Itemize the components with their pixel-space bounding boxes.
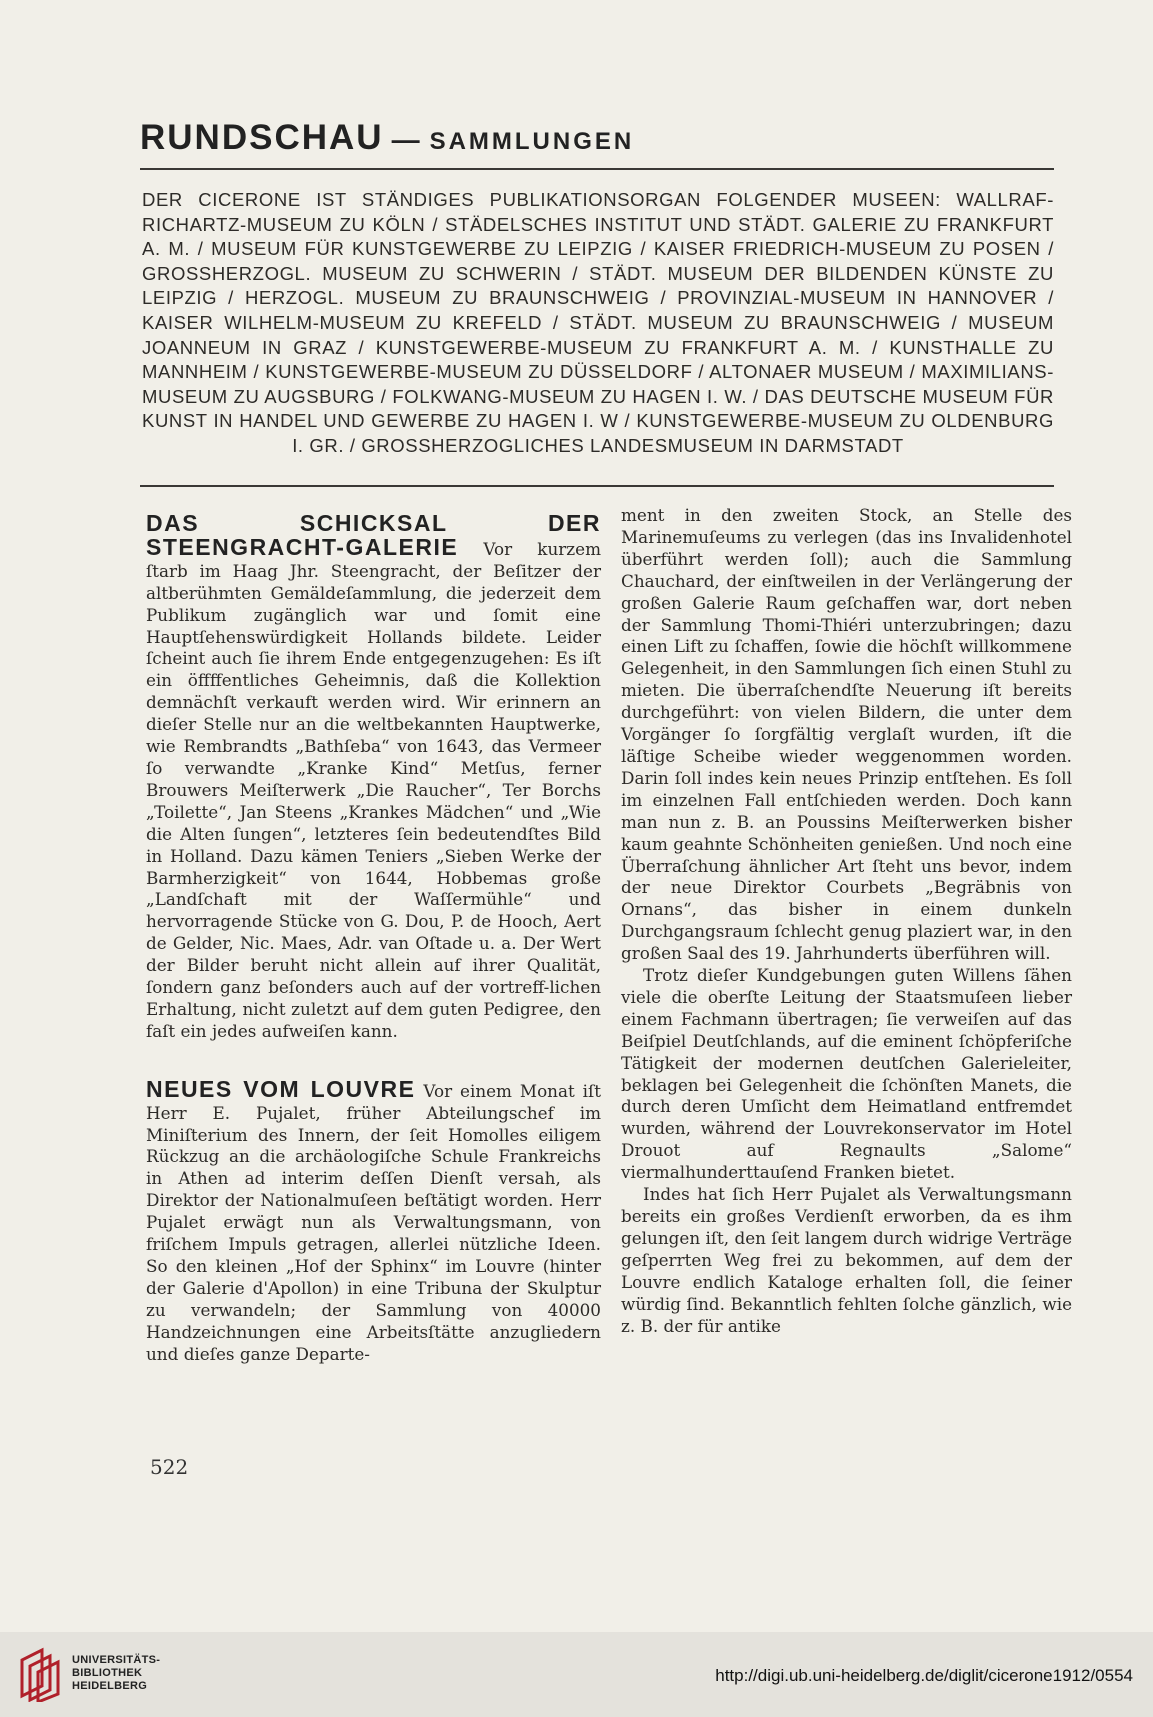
paragraph: ment in den zweiten Stock, an Stelle des Marinemuſeums zu verlegen (das ins Invalidenhotel überführt werden ſoll); auch die Sammlung Chauchard, der einſtweilen in der Verlängerung der großen Galerie Raum geſchaffen war, dort neben der Sammlung Thomi-Thiéri unterzubringen; dazu einen Lift zu ſchaffen, ſowie die höchſt willkommene Gelegenheit, in den Sammlungen ſich einen Stuhl zu mieten. Die überraſchendſte Neuerung iſt bereits durchgeführt: von vielen Bildern, die unter dem Vorgänger ſo ſorgfältig verglaſt wurden, iſt die läſtige Scheibe wieder weggenommen worden. Darin ſoll indes kein neues Prinzip entſtehen. Es ſoll im einzelnen Fall entſchieden werden. Doch kann man nun z. B. an Poussins Meiſterwerken bisher kaum geahnte Schönheiten genießen. Und noch eine Überraſchung ähnlicher Art ſteht uns bevor, indem der neue Direktor Courbets „Begräbnis von Ornans“, das bisher in einem dunkeln Durchgangsraum ſchlecht genug plaziert war, in den großen Saal des 19. Jahrhunderts überführen will. (621, 505, 1072, 964)
intro-bottom-rule (140, 485, 1054, 487)
title-subtitle: SAMMLUNGEN (429, 128, 635, 155)
top-rule (140, 168, 1054, 170)
paragraph: Trotz dieſer Kundgebungen guten Willens ſähen viele die oberſte Leitung der Staatsmuſeen lieber einem Fachmann übertragen; ſie verweiſen auf das Beiſpiel Deutſchlands, auf die eminent ſchöpferiſche Tätigkeit der modernen deutſchen Galerieleiter, beklagen bei Gelegenheit die ſchönſten Manets, die durch deren Umſicht dem Heimatland entfremdet wurden, während der Louvrekonservator im Hotel Drouot auf Regnaults „Salome“ viermalhunderttauſend Franken bietet. (621, 965, 1072, 1183)
article-body: Vor einem Monat iſt Herr E. Pujalet, früher Abteilungschef im Miniſterium des Innern, der ſeit Homolles eiligem Rückzug an die archäologiſche Schule Frankreichs in Athen ad interim deſſen Dienſt versah, als Direktor der Nationalmuſeen beſtätigt worden. Herr Pujalet erwägt nun als Verwaltungsmann, von friſchem Impuls getragen, allerlei nützliche Ideen. So den kleinen „Hof der Sphinx“ im Louvre (hinter der Galerie d'Apollon) in eine Tribuna der Skulptur zu verwandeln; der Sammlung von 40000 Handzeichnungen eine Arbeitsſtätte anzugliedern und dieſes ganze Departe- (146, 1080, 601, 1364)
footer-bar (0, 1632, 1153, 1717)
article-steengracht (146, 510, 601, 1043)
left-column (146, 510, 601, 1366)
page-title (140, 118, 1060, 158)
library-logo-icon (12, 1646, 64, 1702)
source-url[interactable]: http://digi.ub.uni-heidelberg.de/diglit/cicerone1912/0554 (715, 1666, 1133, 1685)
article-body: Vor kurzem ſtarb im Haag Jhr. Steengracht, der Beſitzer der altberühmten Gemäldeſammlung, die jederzeit dem Publikum zugänglich war und ſomit eine Hauptſehenswürdigkeit Hollands bildete. Leider ſcheint auch ſie ihrem Ende entgegenzugehen: Es iſt ein öffffentliches Geheimnis, daß die Kollektion demnächſt verkauft werden wird. Wir erinnern an dieſer Stelle nur an die weltbekannten Hauptwerke, wie Rembrandts „Bathſeba“ von 1643, das Vermeer ſo verwandte „Kranke Kind“ Metſus, ferner Brouwers Meiſterwerk „Die Raucher“, Ter Borchs „Toilette“, Jan Steens „Krankes Mädchen“ und „Wie die Alten ſungen“, letzteres ſein bedeutendſtes Bild in Holland. Dazu kämen Teniers „Sieben Werke der Barmherzigkeit“ von 1644, Hobbemas große „Landſchaft mit der Waſſermühle“ und hervorragende Stücke von G. Dou, P. de Hooch, Aert de Gelder, Nic. Maes, Adr. van Oſtade u. a. Der Wert der Bilder beruht nicht allein auf ihrer Qualität, ſondern ganz beſonders auch auf der vortreff-lichen Erhaltung, nicht zuletzt auf dem guten Pedigree, den faſt ein jedes aufweiſen kann. (146, 538, 601, 1041)
title-main: RUNDSCHAU (140, 118, 384, 157)
paragraph: Indes hat ſich Herr Pujalet als Verwaltungsmann bereits ein großes Verdienſt erworben, da es ihm gelungen iſt, den ſeit langem durch widrige Verträge geſperrten Weg frei zu bekommen, auf dem der Louvre endlich Kataloge erhalten ſoll, die ſeiner würdig ſind. Bekanntlich fehlten ſolche gänzlich, wie z. B. der für antike (621, 1184, 1072, 1336)
page-number: 522 (150, 1455, 189, 1479)
library-name: UNIVERSITÄTS- BIBLIOTHEK HEIDELBERG (72, 1654, 161, 1692)
article-heading: NEUES VOM LOUVRE (146, 1075, 416, 1102)
right-column (621, 505, 1072, 1337)
article-heading: DAS SCHICKSAL DER STEENGRACHT-GALERIE (146, 510, 601, 560)
title-dash: — (391, 124, 422, 155)
article-louvre (146, 1075, 601, 1366)
intro-museum-list: DER CICERONE IST STÄNDIGES PUBLIKATIONSORGAN FOLGENDER MUSEEN: WALLRAF-RICHARTZ-MUSEUM ZU KÖLN / STÄDELSCHES INSTITUT UND STÄDT. GALERIE ZU FRANKFURT A. M. / MUSEUM FÜR KUNSTGEWERBE ZU LEIPZIG / KAISER FRIEDRICH-MUSEUM ZU POSEN / GROSSHERZOGL. MUSEUM ZU SCHWERIN / STÄDT. MUSEUM DER BILDENDEN KÜNSTE ZU LEIPZIG / HERZOGL. MUSEUM ZU BRAUNSCHWEIG / PROVINZIAL-MUSEUM IN HANNOVER / KAISER WILHELM-MUSEUM ZU KREFELD / STÄDT. MUSEUM ZU BRAUNSCHWEIG / MUSEUM JOANNEUM IN GRAZ / KUNSTGEWERBE-MUSEUM ZU FRANKFURT A. M. / KUNSTHALLE ZU MANNHEIM / KUNSTGEWERBE-MUSEUM ZU DÜSSELDORF / ALTONAER MUSEUM / MAXIMILIANS-MUSEUM ZU AUGSBURG / FOLKWANG-MUSEUM ZU HAGEN I. W. / DAS DEUTSCHE MUSEUM FÜR KUNST IN HANDEL UND GEWERBE ZU HAGEN I. W / KUNSTGEWERBE-MUSEUM ZU OLDENBURG I. GR. / GROSSHERZOGLICHES LANDESMUSEUM IN DARMSTADT (142, 189, 1054, 456)
